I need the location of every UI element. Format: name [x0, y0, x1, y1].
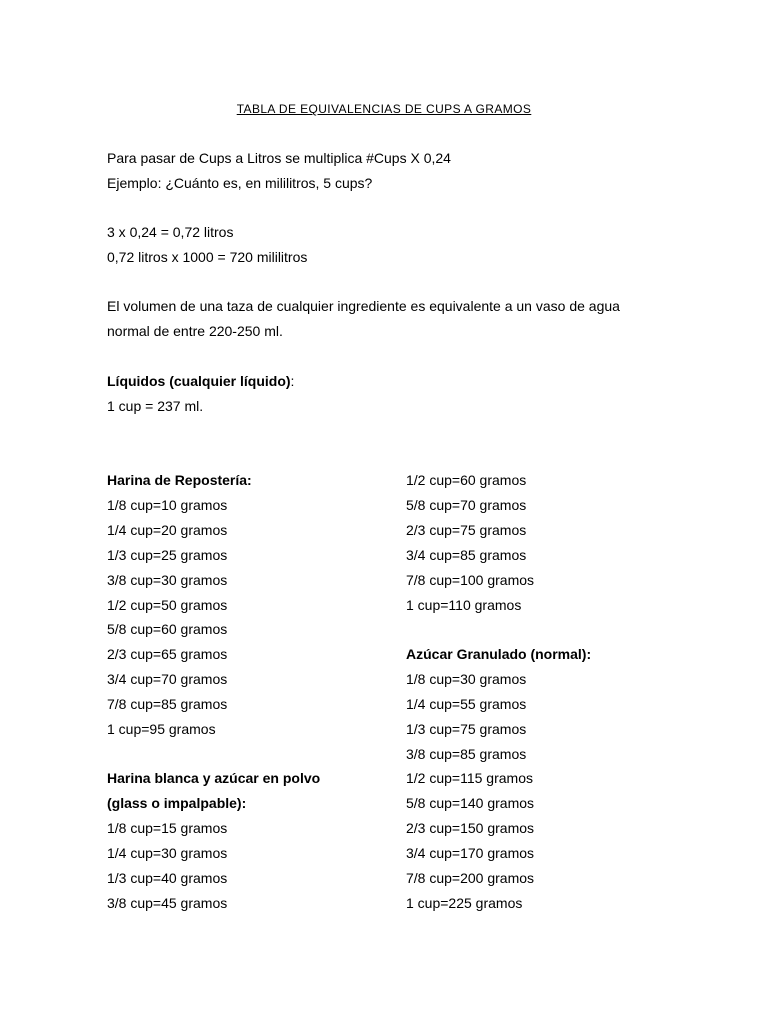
list-item: 7/8 cup=200 gramos: [406, 870, 535, 886]
list-item: 1/3 cup=75 gramos: [406, 721, 527, 737]
list-item: 1 cup=110 gramos: [406, 597, 522, 613]
list-item: 2/3 cup=75 gramos: [406, 522, 527, 538]
list-item: 2/3 cup=150 gramos: [406, 820, 535, 836]
list-item: 3/8 cup=45 gramos: [107, 895, 228, 911]
list-item: 1/2 cup=50 gramos: [107, 597, 228, 613]
list-item: 1/8 cup=15 gramos: [107, 820, 228, 836]
list-item: 1 cup=225 gramos: [406, 895, 523, 911]
document-title: TABLA DE EQUIVALENCIAS DE CUPS A GRAMOS: [236, 102, 532, 116]
list-item: 3/8 cup=30 gramos: [107, 572, 228, 588]
list-item: 3/4 cup=85 gramos: [406, 547, 527, 563]
list-item: 1/2 cup=115 gramos: [406, 770, 533, 786]
list-item: 1/3 cup=25 gramos: [107, 547, 228, 563]
harina-reposteria-heading: Harina de Repostería:: [107, 472, 252, 488]
volume-line-1: El volumen de una taza de cualquier ingrediente es equivalente a un vaso de agua: [107, 298, 620, 314]
list-item: 1/8 cup=10 gramos: [107, 497, 228, 513]
list-item: 2/3 cup=65 gramos: [107, 646, 228, 662]
list-item: 3/8 cup=85 gramos: [406, 746, 527, 762]
liquidos-heading-colon: :: [290, 373, 295, 389]
list-item: 1/3 cup=40 gramos: [107, 870, 228, 886]
list-item: 5/8 cup=70 gramos: [406, 497, 527, 513]
intro-line-1: Para pasar de Cups a Litros se multiplica #Cups X 0,24: [107, 150, 451, 166]
list-item: 3/4 cup=70 gramos: [107, 671, 228, 687]
harina-blanca-heading-2: (glass o impalpable):: [107, 795, 247, 811]
calc-line-1: 3 x 0,24 = 0,72 litros: [107, 224, 234, 240]
calc-line-2: 0,72 litros x 1000 = 720 mililitros: [107, 249, 308, 265]
list-item: 1 cup=95 gramos: [107, 721, 216, 737]
list-item: 5/8 cup=60 gramos: [107, 621, 228, 637]
liquidos-heading: Líquidos (cualquier líquido): [107, 373, 291, 389]
list-item: 1/8 cup=30 gramos: [406, 671, 527, 687]
list-item: 1/4 cup=55 gramos: [406, 696, 527, 712]
list-item: 7/8 cup=85 gramos: [107, 696, 228, 712]
list-item: 1/4 cup=30 gramos: [107, 845, 228, 861]
volume-line-2: normal de entre 220-250 ml.: [107, 323, 283, 339]
liquidos-heading-row: [107, 372, 294, 390]
intro-line-2: Ejemplo: ¿Cuánto es, en mililitros, 5 cups?: [107, 175, 373, 191]
list-item: 1/4 cup=20 gramos: [107, 522, 228, 538]
azucar-granulado-heading: Azúcar Granulado (normal):: [406, 646, 592, 662]
list-item: 3/4 cup=170 gramos: [406, 845, 535, 861]
liquidos-value: 1 cup = 237 ml.: [107, 398, 204, 414]
list-item: 5/8 cup=140 gramos: [406, 795, 535, 811]
harina-blanca-heading-1: Harina blanca y azúcar en polvo: [107, 770, 321, 786]
list-item: 7/8 cup=100 gramos: [406, 572, 535, 588]
list-item: 1/2 cup=60 gramos: [406, 472, 527, 488]
